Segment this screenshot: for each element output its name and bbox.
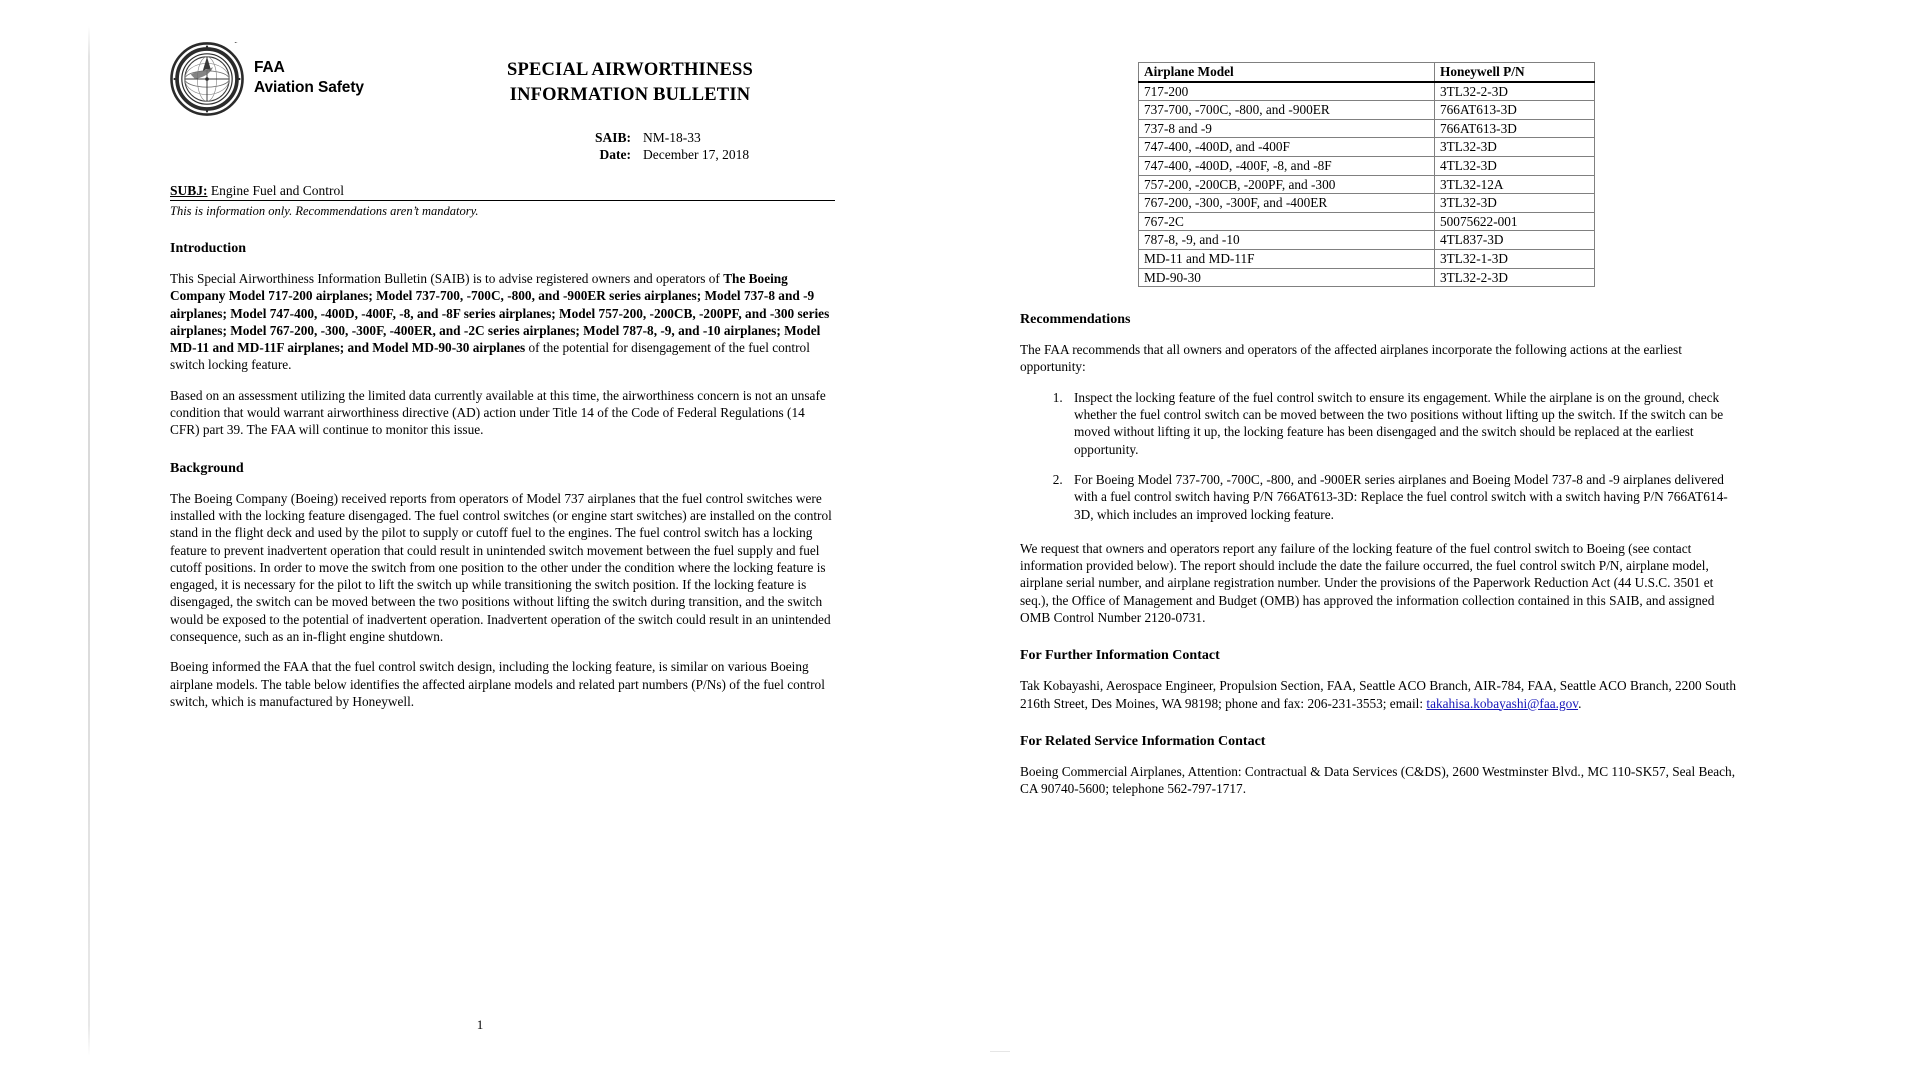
saib-label: SAIB: [594, 130, 631, 145]
list-item: 1. Inspect the locking feature of the fuel control switch to ensure its engagement. While the airplane is on the ground, check whether the fuel control switch can be moved between the two positions without lifting up the switch. If the switch can be moved without lifting it up, the locking feature has been disengaged and the switch should be replaced at the earliest opportunity. [1066, 389, 1740, 458]
cell-honeywell-pn: 4TL837-3D [1435, 231, 1595, 250]
introduction-paragraph-2: Based on an assessment utilizing the limited data currently available at this time, the airworthiness concern is not an unsafe condition that would warrant airworthiness directive (AD) action under Title 14 of the Code of Federal Regulations (14 CFR) part 39. The FAA will continue to monitor this issue. [170, 387, 826, 438]
column-header-airplane-model: Airplane Model [1139, 63, 1435, 82]
table-row [1139, 101, 1595, 120]
heading-related-service-information-contact: For Related Service Information Contact [1020, 733, 1266, 749]
page-edge-left [88, 26, 90, 1056]
related-service-contact-text: Boeing Commercial Airplanes, Attention: Contractual & Data Services (C&DS), 2600 Westminster Blvd., MC 110-SK57, Seal Beach, CA 90740-5600; telephone 562-797-1717. [1020, 763, 1736, 797]
cell-airplane-model: 747-400, -400D, and -400F [1139, 138, 1435, 157]
document-page-1-left [100, 0, 860, 1080]
intro-text-post: of the potential for disengagement of the fuel control switch locking feature. [170, 340, 810, 373]
table-row [1139, 268, 1595, 287]
cell-airplane-model: MD-11 and MD-11F [1139, 249, 1435, 268]
agency-abbr: FAA [254, 59, 285, 76]
intro-affected-models: The Boeing Company Model 717-200 airplanes; Model 737-700, -700C, -800, and -900ER series airplanes; Model 737-8 and -9 airplanes; Model 747-400, -400D, -400F, -8, and -8F series airplanes; Model 757-200, -200CB, -200PF, and -300 series airplanes; Model 767-200, -300, -300F, -400ER, and -2C series airplanes; Model 787-8, -9, and -10 airplanes; Model MD-11 and MD-11F airplanes; and Model MD-90-30 airplanes [170, 271, 830, 356]
cell-airplane-model: 757-200, -200CB, -200PF, and -300 [1139, 175, 1435, 194]
cell-airplane-model: 747-400, -400D, -400F, -8, and -8F [1139, 156, 1435, 175]
cell-airplane-model: 787-8, -9, and -10 [1139, 231, 1435, 250]
list-item: 2. For Boeing Model 737-700, -700C, -800, and -900ER series airplanes and Boeing Model 737-8 and -9 airplanes delivered with a fuel control switch having P/N 766AT613-3D: Replace the fuel control switch with a switch having P/N 766AT614-3D, which includes an improved locking feature. [1066, 471, 1740, 523]
date-label: Date: [599, 146, 631, 162]
cell-airplane-model: 767-2C [1139, 212, 1435, 231]
heading-further-information-contact: For Further Information Contact [1020, 648, 1220, 664]
table-row [1139, 175, 1595, 194]
cell-airplane-model: 737-8 and -9 [1139, 119, 1435, 138]
recommendations-closing: We request that owners and operators report any failure of the locking feature of the fuel control switch to Boeing (see contact information provided below). The report should include the date the failure occurred, the fuel control switch P/N, airplane model, airplane serial number, and airplane registration number. Under the provisions of the Paperwork Reduction Act (44 U.S.C. 3501 et seq.), the Office of Management and Budget (OMB) has approved the information collection contained in this SAIB, and assigned OMB Control Number 2120-0731. [1020, 540, 1715, 625]
faa-seal-icon [170, 42, 244, 116]
cell-honeywell-pn: 4TL32-3D [1435, 156, 1595, 175]
affected-models-table [1138, 62, 1595, 287]
recommendations-list [1020, 389, 1740, 523]
column-header-honeywell-pn: Honeywell P/N [1435, 63, 1595, 82]
recommendations-intro: The FAA recommends that all owners and operators of the affected airplanes incorporate the following actions at the earliest opportunity: [1020, 342, 1682, 375]
cell-honeywell-pn: 766AT613-3D [1435, 119, 1595, 138]
subject-block [170, 182, 835, 219]
introduction-paragraph-1 [170, 270, 835, 374]
mandatory-disclaimer: This is information only. Recommendations aren’t mandatory. [170, 204, 479, 218]
letterhead [170, 42, 835, 162]
cell-honeywell-pn: 766AT613-3D [1435, 101, 1595, 120]
page-title-line-1: SPECIAL AIRWORTHINESS [506, 60, 754, 80]
heading-background: Background [170, 460, 244, 476]
table-row [1139, 156, 1595, 175]
cell-honeywell-pn: 3TL32-3D [1435, 138, 1595, 157]
meta-row-date [535, 147, 835, 164]
document-meta [535, 130, 835, 163]
subject-value: Engine Fuel and Control [210, 183, 344, 198]
cell-airplane-model: 717-200 [1139, 82, 1435, 101]
table-row [1139, 194, 1595, 213]
table-row [1139, 249, 1595, 268]
meta-row-saib [535, 130, 835, 147]
contact-text-pre: Tak Kobayashi, Aerospace Engineer, Propulsion Section, FAA, Seattle ACO Branch, AIR-784, FAA, Seattle ACO Branch, 2200 South 216th Street, Des Moines, WA 98198; phone and fax: 206-231-3553; email: [1020, 678, 1736, 711]
subject-line [170, 182, 835, 201]
cell-honeywell-pn: 3TL32-3D [1435, 194, 1595, 213]
subject-label: SUBJ: [170, 183, 208, 198]
heading-introduction: Introduction [170, 241, 246, 256]
cell-airplane-model: MD-90-30 [1139, 268, 1435, 287]
cell-airplane-model: 767-200, -300, -300F, and -400ER [1139, 194, 1435, 213]
heading-recommendations: Recommendations [1020, 312, 1131, 328]
page-title-line-2: INFORMATION BULLETIN [509, 85, 751, 105]
cell-airplane-model: 737-700, -700C, -800, and -900ER [1139, 101, 1435, 120]
date-value: December 17, 2018 [643, 146, 750, 162]
table-row [1139, 82, 1595, 101]
table-body [1139, 82, 1595, 287]
background-paragraph-1: The Boeing Company (Boeing) received reports from operators of Model 737 airplanes that the fuel control switches were installed with the locking feature disengaged. The fuel control switches (or engine start switches) are installed on the control stand in the flight deck and used by the pilot to supply or cutoff fuel to the engines. The fuel control switch has a locking feature to prevent inadvertent operation that could result in unintended switch movement between the fuel supply and fuel cutoff positions. In order to move the switch from one position to the other under the condition where the locking feature is engaged, it is necessary for the pilot to lift the switch up while transitioning the switch position. If the locking feature is disengaged, the switch can be moved between the two positions without lifting the switch during transition, and the switch would be exposed to the potential of inadvertent operation. Inadvertent operation of the switch could result in an unintended consequence, such as an in-flight engine shutdown. [170, 490, 832, 645]
page-title [430, 58, 830, 108]
intro-text-pre: This Special Airworthiness Information Bulletin (SAIB) is to advise registered owners and operators of [170, 271, 724, 286]
cell-honeywell-pn: 3TL32-2-3D [1435, 82, 1595, 101]
table-row [1139, 138, 1595, 157]
table-row [1139, 119, 1595, 138]
document-page-1-right [1010, 0, 1770, 1080]
table-row [1139, 212, 1595, 231]
saib-value: NM-18-33 [643, 130, 701, 145]
further-information-contact-text [1020, 677, 1740, 712]
cell-honeywell-pn: 3TL32-2-3D [1435, 268, 1595, 287]
table-row [1139, 231, 1595, 250]
table-header-row [1139, 63, 1595, 82]
contact-text-post: . [1578, 695, 1582, 711]
background-paragraph-2: Boeing informed the FAA that the fuel control switch design, including the locking feature, is similar on various Boeing airplane models. The table below identifies the affected airplane models and related part numbers (P/Ns) of the fuel control switch, which is manufactured by Honeywell. [170, 659, 825, 709]
cell-honeywell-pn: 3TL32-12A [1435, 175, 1595, 194]
email-link[interactable]: takahisa.kobayashi@faa.gov [1426, 695, 1579, 711]
cell-honeywell-pn: 50075622-001 [1435, 212, 1595, 231]
agency-brand [254, 58, 364, 98]
cell-honeywell-pn: 3TL32-1-3D [1435, 249, 1595, 268]
agency-subtitle: Aviation Safety [254, 79, 364, 96]
page-number: 1 [476, 1017, 484, 1032]
